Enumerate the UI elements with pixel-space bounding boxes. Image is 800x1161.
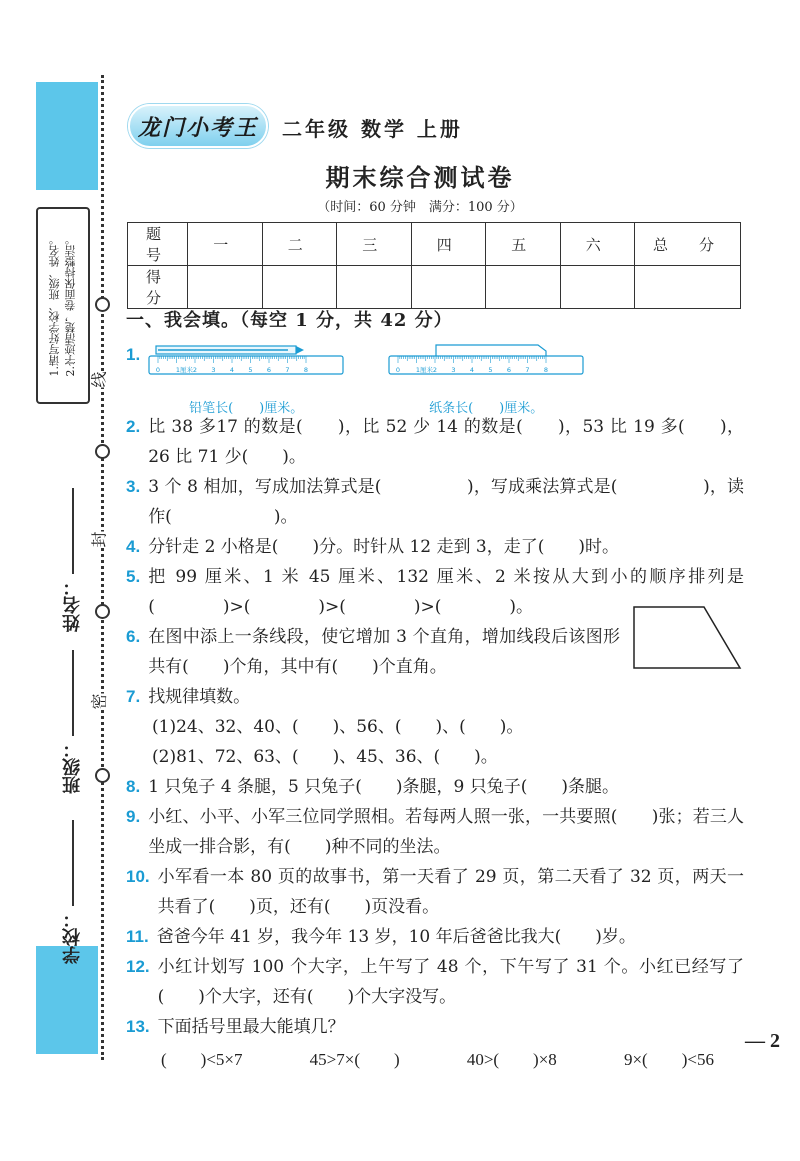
notice-line: 1.请写好学校、班级、姓名。: [48, 234, 61, 377]
question-number: 9.: [126, 807, 141, 826]
question-3: [126, 472, 744, 532]
question-text: 小军看一本 80 页的故事书，第一天看了 29 页，第二天看了 32 页，两天一共看了( )页，还有( )页没看。: [157, 867, 744, 917]
question-number: 13.: [126, 1017, 150, 1036]
page-subtitle: （时间：60 分钟 满分：100 分）: [317, 200, 523, 215]
binding-hole: [95, 444, 110, 459]
page-number: — 2: [745, 1030, 780, 1052]
ruler-tick-label: 5: [488, 366, 493, 374]
binding-hole: [95, 297, 110, 312]
ruler-tick-label: 7: [285, 366, 290, 374]
section-1: [126, 306, 744, 1078]
class-label: 班级：: [62, 740, 83, 794]
school-label: 学校：: [62, 910, 83, 964]
question-number: 4.: [126, 537, 141, 556]
score-cell-empty[interactable]: [262, 266, 337, 309]
ruler-tick-label: 3: [451, 366, 456, 374]
score-cell-empty[interactable]: [635, 266, 741, 309]
ruler-tick-label: 2: [193, 366, 198, 374]
paper-ruler: [388, 342, 584, 424]
ruler-tick-label: 8: [304, 366, 309, 374]
question-number: 1.: [126, 345, 141, 364]
seal-char-xian: 线: [85, 371, 112, 387]
question-number: 8.: [126, 777, 141, 796]
brand-text: 龙门小考王: [137, 114, 258, 141]
question-7: [126, 682, 744, 712]
paper-caption: 纸条长( )厘米。: [429, 401, 544, 416]
school-field[interactable]: [60, 820, 86, 964]
question-7-sub-1: (1)24、32、40、( )、56、( )、( )。: [152, 717, 524, 737]
question-text: 找规律填数。: [148, 687, 251, 707]
score-cell-empty[interactable]: [188, 266, 263, 309]
question-11: [126, 922, 744, 952]
class-field[interactable]: [60, 650, 86, 794]
question-7-sub-2: (2)81、72、63、( )、45、36、( )。: [152, 747, 498, 767]
score-table-cell: 得 分: [128, 266, 188, 309]
score-table-cell: 三: [337, 223, 412, 266]
score-table-cell: 五: [486, 223, 561, 266]
ruler-pair: [148, 342, 628, 416]
score-cell-empty[interactable]: [337, 266, 412, 309]
seal-char-mi: 密: [85, 693, 112, 709]
question-text: 分针走 2 小格是( )分。时针从 12 走到 3，走了( )时。: [148, 537, 619, 557]
score-table-header-row: [128, 223, 741, 266]
question-number: 7.: [126, 687, 141, 706]
ruler-tick-label: 6: [507, 366, 512, 374]
question-10: [126, 862, 744, 922]
trapezoid-figure: [632, 605, 744, 671]
pencil-caption: 铅笔长( )厘米。: [189, 401, 304, 416]
ruler-tick-label: 4: [470, 366, 475, 374]
question-13: [126, 1012, 744, 1042]
question-number: 11.: [126, 927, 149, 946]
score-table-cell: 一: [188, 223, 263, 266]
question-text: 比 38 多17 的数是( )，比 52 少 14 的数是( )，53 比 19 多( )，26 比 71 少( )。: [148, 417, 744, 467]
score-table-cell: 总 分: [635, 223, 741, 266]
page-title: 期末综合测试卷: [325, 163, 515, 192]
question-number: 2.: [126, 417, 141, 436]
expression: 40>( )×8: [466, 1050, 557, 1069]
question-text: 把 99 厘米、1 米 45 厘米、132 厘米、2 米按从大到小的顺序排列是( )>( )>( )>( )。: [148, 567, 744, 617]
question-number: 10.: [126, 867, 150, 886]
ruler-tick-label: 2: [433, 366, 438, 374]
brand-logo: [128, 104, 268, 148]
question-text: 1 只兔子 4 条腿，5 只兔子( )条腿，9 只兔子( )条腿。: [148, 777, 619, 797]
notice-box: [36, 207, 90, 404]
score-cell-empty[interactable]: [486, 266, 561, 309]
ruler-tick-label: 0: [396, 366, 401, 374]
pencil-ruler-figure: [148, 342, 344, 376]
question-number: 12.: [126, 957, 150, 976]
question-number: 5.: [126, 567, 141, 586]
question-1: [126, 340, 744, 416]
question-13-expressions: [126, 1042, 744, 1078]
ruler-tick-label: 8: [544, 366, 549, 374]
question-text: 爸爸今年 41 岁，我今年 13 岁，10 年后爸爸比我大( )岁。: [156, 927, 636, 947]
ruler-tick-label: 4: [230, 366, 235, 374]
expression: 45>7×( ): [309, 1050, 400, 1069]
question-number: 3.: [126, 477, 141, 496]
score-cell-empty[interactable]: [411, 266, 486, 309]
pencil-ruler: [148, 342, 344, 424]
ruler-tick-label: 1厘米: [176, 366, 194, 374]
notice-line: 2.字迹清楚，卷面保持整洁。: [64, 234, 77, 377]
score-table: [127, 222, 741, 309]
score-table-score-row: [128, 266, 741, 309]
paper-strip-ruler-figure: [388, 342, 584, 376]
ruler-tick-label: 5: [248, 366, 253, 374]
series-label: 二年级 数学 上册: [282, 117, 463, 141]
question-8: [126, 772, 744, 802]
score-table-cell: 四: [411, 223, 486, 266]
expression: ( )<5×7: [161, 1050, 243, 1069]
score-cell-empty[interactable]: [560, 266, 635, 309]
score-table-cell: 二: [262, 223, 337, 266]
question-text: 在图中添上一条线段，使它增加 3 个直角，增加线段后该图形共有( )个角，其中有( )个直角。: [148, 627, 620, 677]
expression: 9×( )<56: [623, 1050, 714, 1069]
binding-dotted-line: [101, 75, 104, 1060]
question-12: [126, 952, 744, 1012]
ruler-tick-label: 3: [211, 366, 216, 374]
question-text: 小红计划写 100 个大字，上午写了 48 个，下午写了 31 个。小红已经写了( )个大字，还有( )个大字没写。: [157, 957, 744, 1007]
question-number: 6.: [126, 627, 141, 646]
ruler-tick-label: 0: [156, 366, 161, 374]
question-text: 下面括号里最大能填几？: [157, 1017, 345, 1037]
section-heading: 一、我会填。（每空 1 分，共 42 分）: [126, 310, 453, 331]
score-table-cell: 题 号: [128, 223, 188, 266]
name-field[interactable]: [60, 488, 86, 632]
seal-char-feng: 封: [85, 531, 112, 547]
score-table-cell: 六: [560, 223, 635, 266]
question-text: 3 个 8 相加，写成加法算式是( )，写成乘法算式是( )，读作( )。: [148, 477, 744, 527]
name-label: 姓名：: [62, 578, 83, 632]
ruler-tick-label: 6: [267, 366, 272, 374]
binding-hole: [95, 604, 110, 619]
question-9: [126, 802, 744, 862]
question-text: 小红、小平、小军三位同学照相。若每两人照一张，一共要照( )张；若三人坐成一排合影，有( )种不同的坐法。: [148, 807, 744, 857]
ruler-tick-label: 7: [525, 366, 530, 374]
ruler-tick-label: 1厘米: [416, 366, 434, 374]
question-4: [126, 532, 744, 562]
binding-hole: [95, 768, 110, 783]
